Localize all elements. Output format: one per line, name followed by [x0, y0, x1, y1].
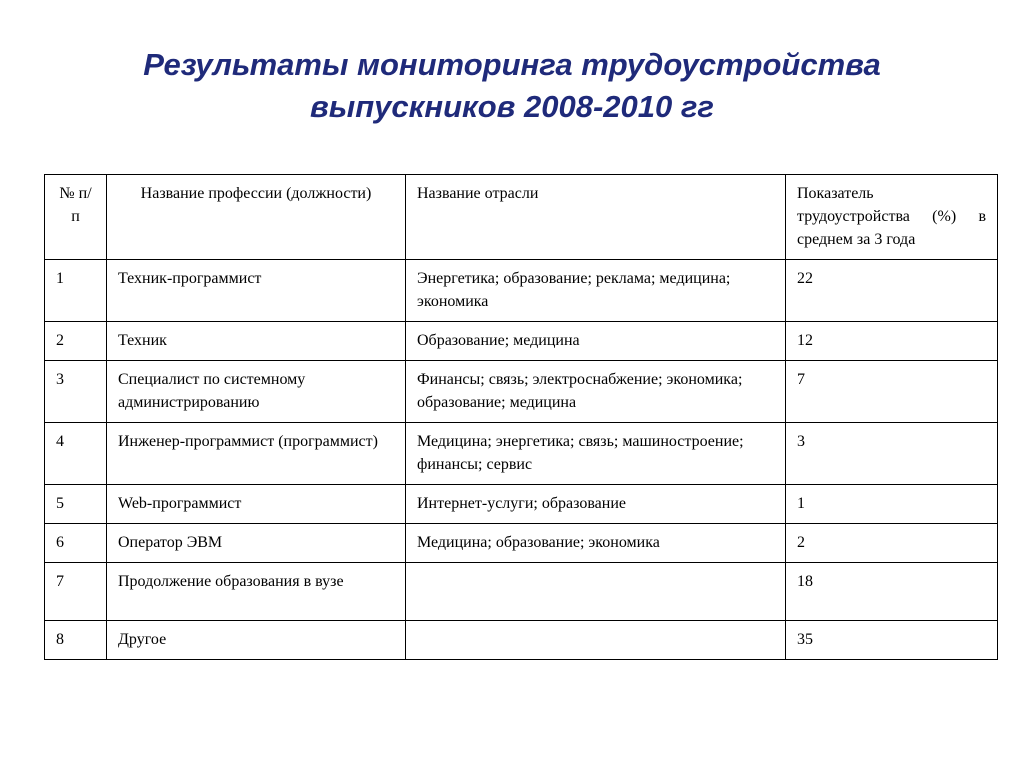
header-rate: Показатель трудоустройства (%) в среднем за 3 года [786, 175, 998, 260]
row-num: 6 [45, 524, 107, 563]
header-industry: Название отрасли [406, 175, 786, 260]
table-row [45, 361, 998, 423]
row-rate: 2 [786, 524, 998, 563]
row-industry: Медицина; образование; экономика [406, 524, 786, 563]
row-industry: Образование; медицина [406, 322, 786, 361]
employment-table [44, 174, 998, 660]
row-industry: Финансы; связь; электроснабжение; экономика; образование; медицина [406, 361, 786, 423]
page-title-line-1: Результаты мониторинга трудоустройства [143, 47, 881, 82]
row-rate: 18 [786, 563, 998, 621]
page-title-line-2: выпускников 2008-2010 гг [310, 89, 714, 124]
row-industry [406, 563, 786, 621]
row-rate: 22 [786, 260, 998, 322]
table-row [45, 563, 998, 621]
table-row [45, 485, 998, 524]
row-industry: Медицина; энергетика; связь; машиностроение; финансы; сервис [406, 423, 786, 485]
table-row [45, 322, 998, 361]
row-num: 1 [45, 260, 107, 322]
row-rate: 3 [786, 423, 998, 485]
row-num: 4 [45, 423, 107, 485]
row-industry [406, 621, 786, 660]
row-rate: 1 [786, 485, 998, 524]
table-row [45, 621, 998, 660]
row-rate: 35 [786, 621, 998, 660]
row-num: 8 [45, 621, 107, 660]
row-num: 7 [45, 563, 107, 621]
row-profession: Продолжение образования в вузе [107, 563, 406, 621]
row-num: 5 [45, 485, 107, 524]
row-profession: Оператор ЭВМ [107, 524, 406, 563]
row-profession: Инженер-программист (программист) [107, 423, 406, 485]
row-profession: Специалист по системному администрированию [107, 361, 406, 423]
table-row [45, 260, 998, 322]
table-row [45, 524, 998, 563]
row-rate: 7 [786, 361, 998, 423]
row-profession: Web-программист [107, 485, 406, 524]
header-num: № п/п [45, 175, 107, 260]
row-rate: 12 [786, 322, 998, 361]
row-industry: Интернет-услуги; образование [406, 485, 786, 524]
row-profession: Другое [107, 621, 406, 660]
row-profession: Техник [107, 322, 406, 361]
table-row [45, 423, 998, 485]
page-title [0, 44, 1024, 128]
header-profession: Название профессии (должности) [107, 175, 406, 260]
row-num: 3 [45, 361, 107, 423]
row-profession: Техник-программист [107, 260, 406, 322]
row-industry: Энергетика; образование; реклама; медицина; экономика [406, 260, 786, 322]
row-num: 2 [45, 322, 107, 361]
table-header-row [45, 175, 998, 260]
